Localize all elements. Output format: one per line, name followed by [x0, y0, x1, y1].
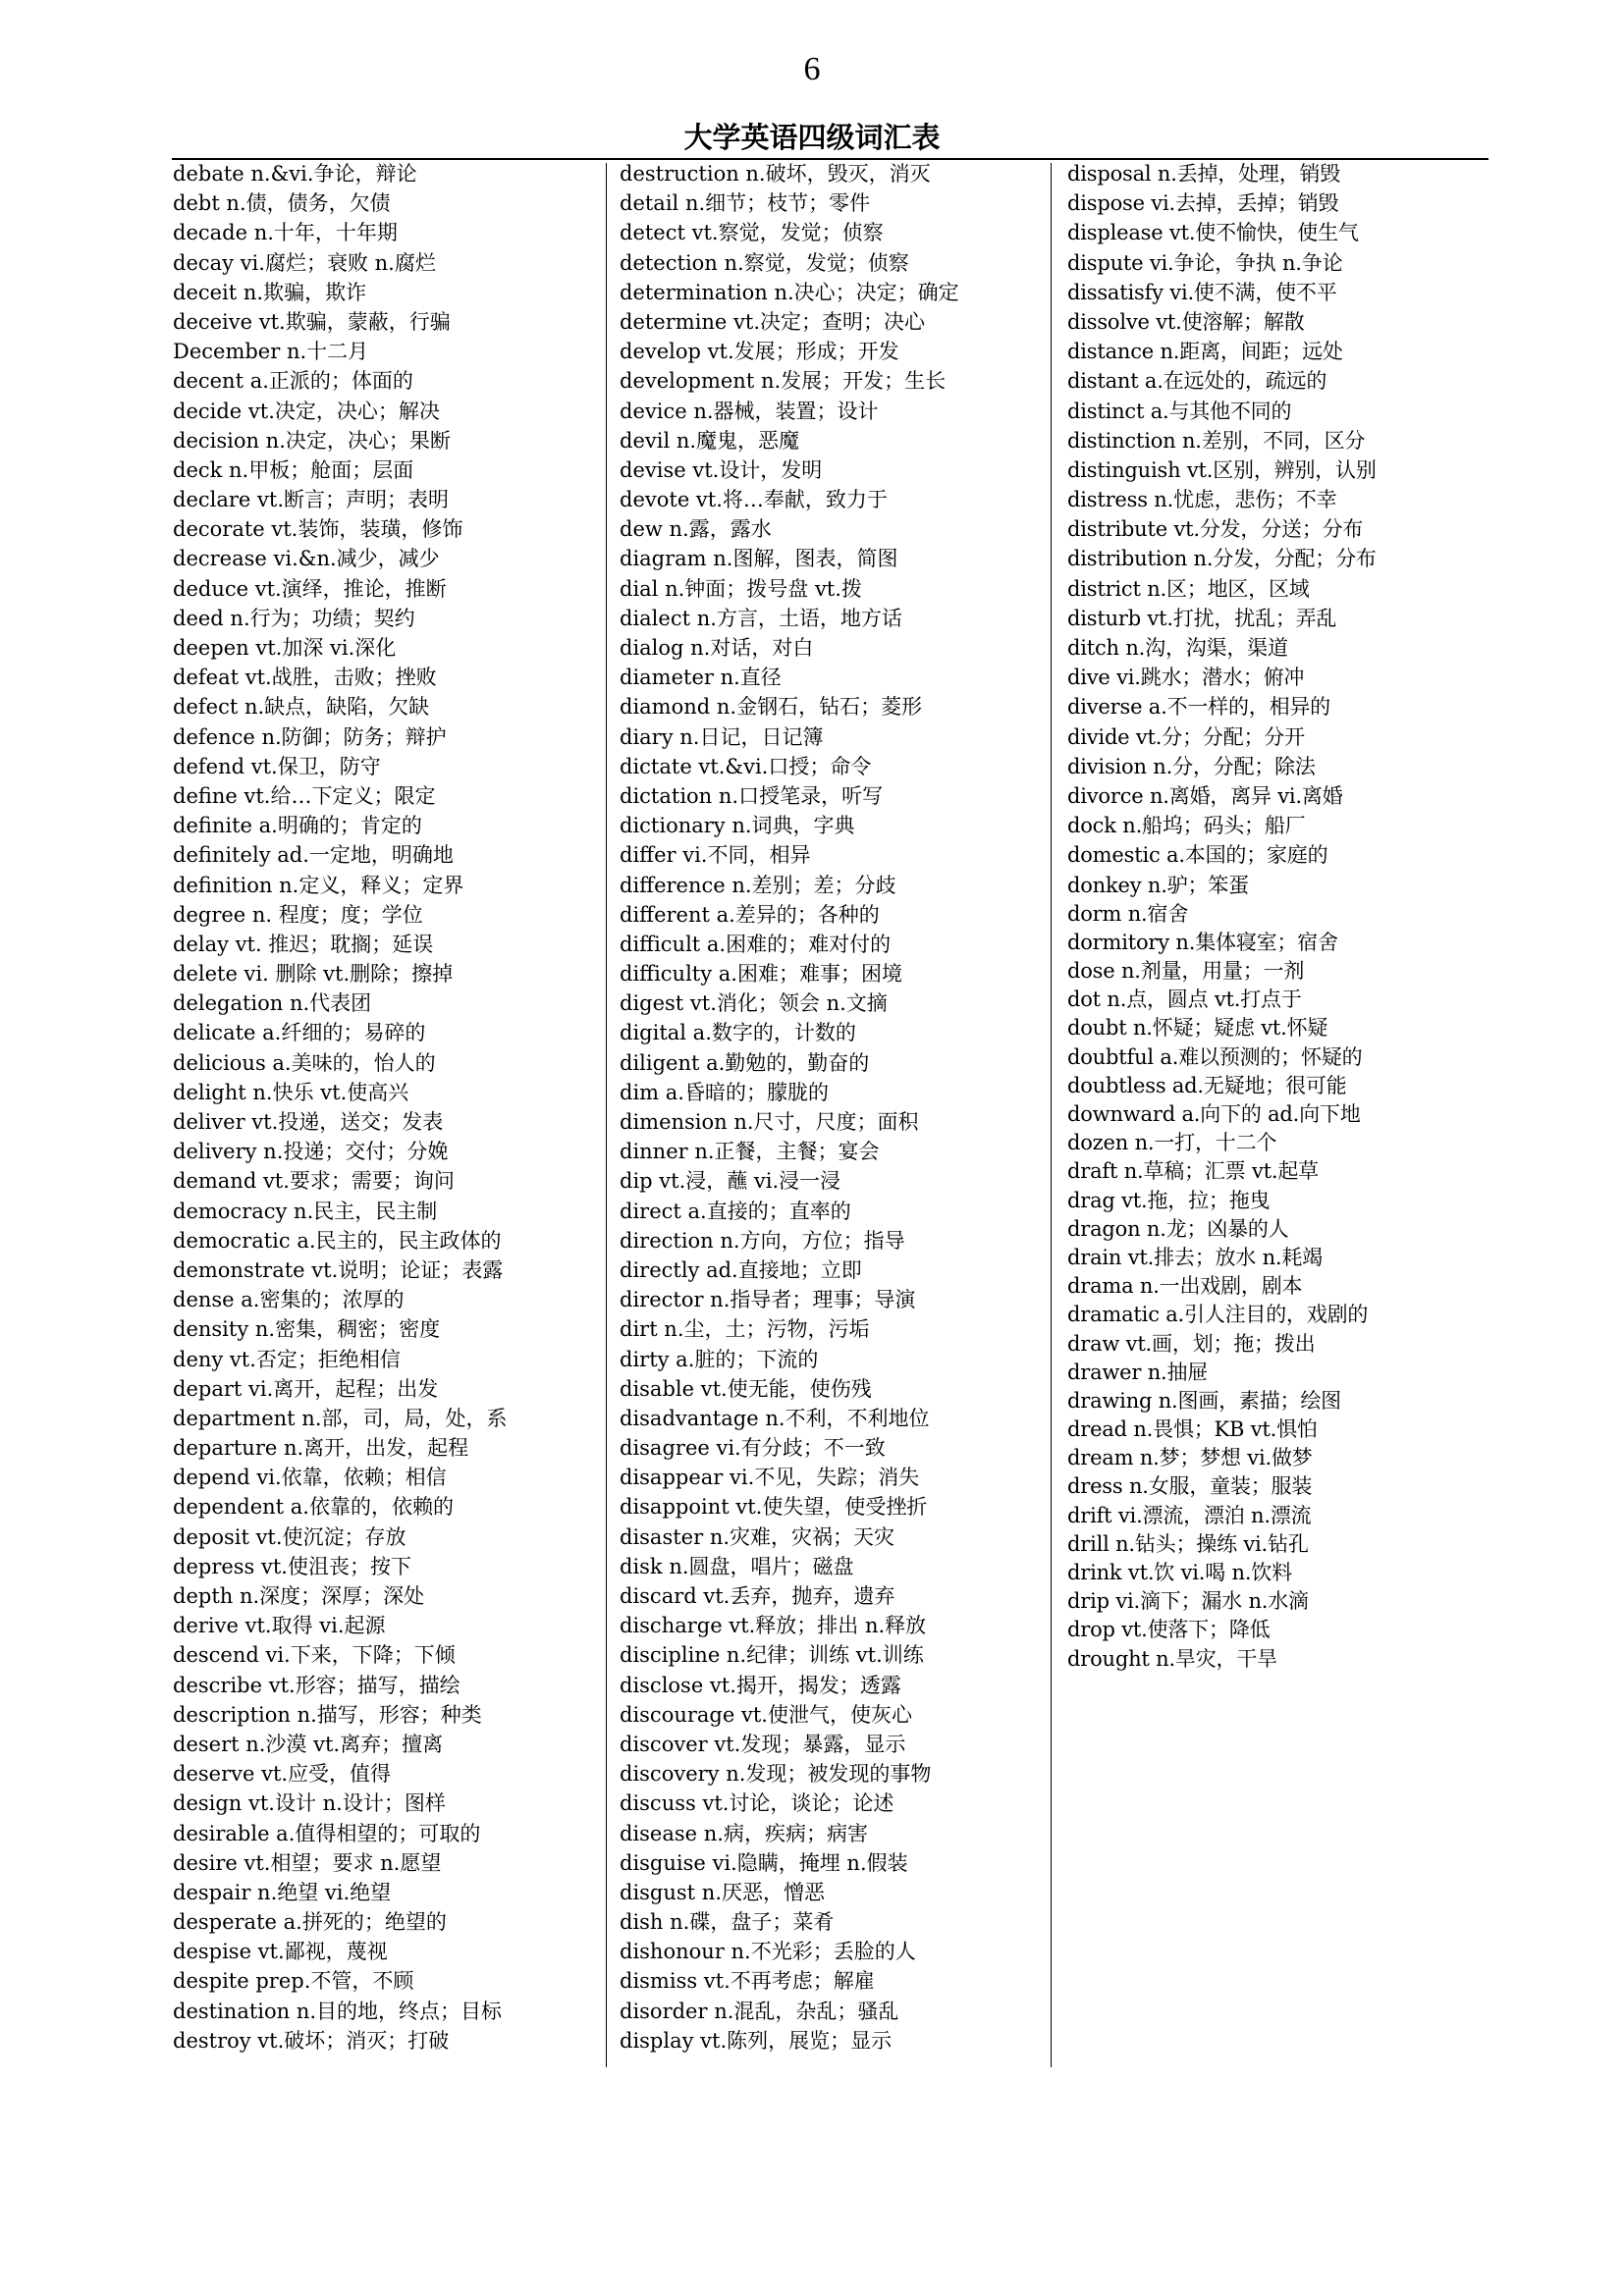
vocab-entry: decade n.十年，十年期: [173, 221, 398, 245]
page-title: 大学英语四级词汇表: [683, 121, 941, 154]
vocab-entry: distribution n.分发，分配；分布: [1067, 547, 1377, 571]
vocab-entry: despise vt.鄙视，蔑视: [173, 1940, 388, 1964]
vocab-entry: distinct a.与其他不同的: [1067, 399, 1292, 423]
vocab-entry: disgust n.厌恶，憎恶: [620, 1880, 825, 1904]
vocab-entry: delight n.快乐 vt.使高兴: [173, 1080, 409, 1104]
vocab-entry: decorate vt.装饰，装璜，修饰: [173, 517, 463, 542]
vocab-entry: diary n.日记，日记簿: [620, 724, 824, 749]
vocab-entry: drought n.旱灾，干旱: [1067, 1646, 1277, 1671]
vocab-entry: dirty a.脏的；下流的: [620, 1347, 819, 1371]
vocabulary-column-3: [1067, 159, 1499, 1674]
vocab-entry: deny vt.否定；拒绝相信: [173, 1347, 401, 1371]
vocab-entry: drama n.一出戏剧，剧本: [1067, 1274, 1303, 1299]
vocab-entry: definition n.定义，释义；定界: [173, 873, 464, 897]
vocab-entry: donkey n.驴；笨蛋: [1067, 873, 1249, 897]
vocab-entry: distribute vt.分发，分送；分布: [1067, 517, 1364, 542]
vocab-entry: deduce vt.演绎，推论，推断: [173, 576, 447, 601]
vocab-entry: detection n.察觉，发觉；侦察: [620, 250, 909, 275]
vocab-entry: deceit n.欺骗，欺诈: [173, 280, 367, 304]
vocab-entry: demand vt.要求；需要；询问: [173, 1169, 455, 1194]
vocab-entry: distant a.在远处的，疏远的: [1067, 369, 1327, 394]
vocab-entry: drag vt.拖，拉；拖曳: [1067, 1188, 1271, 1212]
vocab-entry: deceive vt.欺骗，蒙蔽，行骗: [173, 309, 451, 334]
vocab-entry: disease n.病，疾病；病害: [620, 1821, 868, 1845]
vocab-entry: distinction n.差别，不同，区分: [1067, 428, 1366, 453]
vocab-entry: dock n.船坞；码头；船厂: [1067, 814, 1306, 838]
vocab-entry: dive vi.跳水；潜水；俯冲: [1067, 666, 1305, 690]
vocab-entry: dense a.密集的；浓厚的: [173, 1288, 405, 1312]
vocab-entry: devil n.魔鬼，恶魔: [620, 428, 800, 453]
vocab-entry: displease vt.使不愉快，使生气: [1067, 221, 1359, 245]
vocab-entry: difference n.差别；差；分歧: [620, 873, 896, 897]
vocab-entry: division n.分，分配；除法: [1067, 754, 1316, 778]
vocab-entry: determination n.决心；决定；确定: [620, 280, 959, 304]
vocab-entry: distress n.忧虑，悲伤；不幸: [1067, 488, 1337, 512]
vocab-entry: dress n.女服，童装；服装: [1067, 1474, 1313, 1499]
vocab-entry: disadvantage n.不利，不利地位: [620, 1406, 930, 1430]
vocab-entry: departure n.离开，出发，起程: [173, 1436, 469, 1461]
vocab-entry: disagree vi.有分歧；不一致: [620, 1436, 886, 1461]
vocab-entry: dozen n.一打，十二个: [1067, 1131, 1277, 1155]
vocab-entry: drift vi.漂流，漂泊 n.漂流: [1067, 1503, 1312, 1527]
vocab-entry: devote vt.将…奉献，致力于: [620, 488, 888, 512]
vocab-entry: depart vi.离开，起程；出发: [173, 1376, 439, 1401]
vocab-entry: demonstrate vt.说明；论证；表露: [173, 1257, 504, 1282]
column-divider: [606, 163, 607, 2067]
vocab-entry: delay vt. 推迟；耽搁；延误: [173, 932, 434, 956]
vocab-entry: December n.十二月: [173, 340, 369, 364]
vocab-entry: depth n.深度；深厚；深处: [173, 1584, 425, 1608]
vocabulary-column-2: [620, 159, 1052, 2056]
vocab-entry: democracy n.民主，民主制: [173, 1199, 438, 1223]
vocab-entry: drop vt.使落下；降低: [1067, 1618, 1271, 1642]
vocab-entry: design vt.设计 n.设计；图样: [173, 1791, 446, 1816]
vocab-entry: degree n. 程度；度；学位: [173, 902, 423, 927]
vocab-entry: determine vt.决定；查明；决心: [620, 309, 926, 334]
vocab-entry: development n.发展；开发；生长: [620, 369, 947, 394]
vocab-entry: desperate a.拼死的；绝望的: [173, 1910, 447, 1935]
vocab-entry: dissatisfy vi.使不满，使不平: [1067, 280, 1337, 304]
vocab-entry: develop vt.发展；形成；开发: [620, 340, 899, 364]
vocab-entry: detail n.细节；枝节；零件: [620, 191, 871, 216]
vocab-entry: dialect n.方言，土语，地方话: [620, 606, 902, 630]
vocab-entry: dot n.点，圆点 vt.打点于: [1067, 988, 1302, 1012]
vocab-entry: density n.密集，稠密；密度: [173, 1317, 441, 1342]
vocab-entry: dip vt.浸，蘸 vi.浸一浸: [620, 1169, 841, 1194]
vocab-entry: decent a.正派的；体面的: [173, 369, 413, 394]
vocab-entry: dependent a.依靠的，依赖的: [173, 1495, 454, 1520]
vocab-entry: drip vi.滴下；漏水 n.水滴: [1067, 1589, 1309, 1614]
vocab-entry: dictionary n.词典，字典: [620, 814, 855, 838]
vocab-entry: destruction n.破坏，毁灭，消灭: [620, 162, 931, 186]
vocab-entry: derive vt.取得 vi.起源: [173, 1614, 386, 1638]
vocab-entry: dish n.碟，盘子；菜肴: [620, 1910, 835, 1935]
vocab-entry: dishonour n.不光彩；丢脸的人: [620, 1940, 916, 1964]
vocab-entry: descend vi.下来，下降；下倾: [173, 1643, 456, 1668]
vocab-entry: device n.器械，装置；设计: [620, 399, 879, 423]
vocab-entry: defence n.防御；防务；辩护: [173, 724, 447, 749]
vocab-entry: decrease vi.&n.减少，减少: [173, 547, 440, 571]
vocab-entry: differ vi.不同，相异: [620, 843, 811, 868]
vocab-entry: digital a.数字的，计数的: [620, 1021, 856, 1045]
vocab-entry: defend vt.保卫，防守: [173, 754, 381, 778]
vocab-entry: dimension n.尺寸，尺度；面积: [620, 1110, 919, 1134]
vocab-entry: direct a.直接的；直率的: [620, 1199, 851, 1223]
vocab-entry: dictate vt.&vi.口授；命令: [620, 754, 872, 778]
vocab-entry: drill n.钻头；操练 vi.钻孔: [1067, 1531, 1309, 1556]
vocab-entry: difficult a.困难的；难对付的: [620, 932, 892, 956]
vocab-entry: dissolve vt.使溶解；解散: [1067, 309, 1305, 334]
vocab-entry: dirt n.尘，土；污物，污垢: [620, 1317, 870, 1342]
vocab-entry: dictation n.口授笔录，听写: [620, 783, 884, 808]
vocab-entry: desire vt.相望；要求 n.愿望: [173, 1850, 442, 1875]
vocab-entry: discipline n.纪律；训练 vt.训练: [620, 1643, 924, 1668]
vocab-entry: dinner n.正餐，主餐；宴会: [620, 1140, 880, 1164]
vocab-entry: destination n.目的地，终点；目标: [173, 1999, 503, 2023]
vocab-entry: delivery n.投递；交付；分娩: [173, 1140, 449, 1164]
vocab-entry: disturb vt.打扰，扰乱；弄乱: [1067, 606, 1337, 630]
vocab-entry: despair n.绝望 vi.绝望: [173, 1880, 392, 1904]
vocab-entry: dismiss vt.不再考虑；解雇: [620, 1969, 875, 1994]
vocab-entry: disk n.圆盘，唱片；磁盘: [620, 1554, 854, 1578]
vocab-entry: drawer n.抽屉: [1067, 1360, 1209, 1384]
vocab-entry: define vt.给…下定义；限定: [173, 783, 436, 808]
vocab-entry: distinguish vt.区别，辨别，认别: [1067, 457, 1377, 482]
vocab-entry: district n.区；地区，区域: [1067, 576, 1310, 601]
vocab-entry: diameter n.直径: [620, 666, 782, 690]
vocab-entry: discuss vt.讨论，谈论；论述: [620, 1791, 894, 1816]
vocab-entry: deck n.甲板；舱面；层面: [173, 457, 414, 482]
vocab-entry: doubt n.怀疑；疑虑 vt.怀疑: [1067, 1016, 1328, 1041]
vocab-entry: disorder n.混乱，杂乱；骚乱: [620, 1999, 899, 2023]
vocab-entry: dial n.钟面；拨号盘 vt.拨: [620, 576, 862, 601]
vocab-entry: decision n.决定，决心；果断: [173, 428, 451, 453]
vocab-entry: description n.描写，形容；种类: [173, 1702, 482, 1727]
vocab-entry: drink vt.饮 vi.喝 n.饮料: [1067, 1561, 1292, 1584]
vocab-entry: depress vt.使沮丧；按下: [173, 1554, 411, 1578]
vocab-entry: delicate a.纤细的；易碎的: [173, 1021, 426, 1045]
vocab-entry: discharge vt.释放；排出 n.释放: [620, 1614, 927, 1638]
vocab-entry: distance n.距离，间距；远处: [1067, 340, 1343, 364]
vocab-entry: difficulty a.困难；难事；困境: [620, 962, 902, 987]
vocab-entry: defeat vt.战胜，击败；挫败: [173, 666, 437, 690]
vocab-entry: debt n.债，债务，欠债: [173, 191, 391, 216]
vocab-entry: declare vt.断言；声明；表明: [173, 488, 449, 512]
vocab-entry: dorm n.宿舍: [1067, 901, 1189, 926]
vocab-entry: dream n.梦；梦想 vi.做梦: [1067, 1446, 1313, 1470]
vocab-entry: discovery n.发现；被发现的事物: [620, 1762, 932, 1787]
vocab-entry: dialog n.对话，对白: [620, 636, 814, 660]
vocab-entry: destroy vt.破坏；消灭；打破: [173, 2028, 450, 2053]
vocab-entry: diamond n.金钢石，钻石；菱形: [620, 695, 923, 720]
vocab-entry: deserve vt.应受，值得: [173, 1762, 392, 1787]
vocab-entry: diligent a.勤勉的，勤奋的: [620, 1050, 870, 1075]
vocab-entry: disappoint vt.使失望，使受挫折: [620, 1495, 928, 1520]
vocab-entry: delete vi. 删除 vt.删除；擦掉: [173, 962, 454, 987]
vocab-entry: dispose vi.去掉，丢掉；销毁: [1067, 191, 1339, 216]
vocab-entry: definitely ad.一定地，明确地: [173, 843, 454, 868]
vocab-entry: democratic a.民主的，民主政体的: [173, 1228, 502, 1253]
vocabulary-column-1: [173, 159, 605, 2056]
vocab-entry: department n.部，司，局，处，系: [173, 1406, 508, 1430]
vocab-entry: disaster n.灾难，灾祸；天灾: [620, 1524, 895, 1549]
vocab-entry: deed n.行为；功绩；契约: [173, 606, 415, 630]
vocab-entry: dose n.剂量，用量；一剂: [1067, 959, 1305, 984]
vocab-entry: desirable a.值得相望的；可取的: [173, 1821, 481, 1845]
vocab-entry: deliver vt.投递，送交；发表: [173, 1110, 444, 1134]
vocab-entry: diverse a.不一样的，相异的: [1067, 695, 1330, 720]
vocab-entry: divide vt.分；分配；分开: [1067, 724, 1305, 749]
vocab-entry: delicious a.美味的，怡人的: [173, 1050, 436, 1075]
vocab-entry: different a.差异的；各种的: [620, 902, 880, 927]
vocab-entry: dew n.露，露水: [620, 517, 772, 542]
vocab-entry: debate n.&vi.争论，辩论: [173, 162, 417, 186]
vocab-entry: describe vt.形容；描写，描绘: [173, 1673, 460, 1697]
vocab-entry: defect n.缺点，缺陷，欠缺: [173, 695, 430, 720]
vocab-entry: domestic a.本国的；家庭的: [1067, 843, 1328, 868]
vocab-entry: director n.指导者；理事；导演: [620, 1288, 916, 1312]
vocab-entry: decide vt.决定，决心；解决: [173, 399, 440, 423]
vocab-entry: depend vi.依靠，依赖；相信: [173, 1466, 447, 1490]
vocab-entry: ditch n.沟，沟渠，渠道: [1067, 636, 1288, 660]
vocab-entry: dim a.昏暗的；朦胧的: [620, 1080, 829, 1104]
vocab-entry: doubtful a.难以预测的；怀疑的: [1067, 1044, 1363, 1069]
vocab-entry: drain vt.排去；放水 n.耗竭: [1067, 1245, 1323, 1269]
vocab-entry: delegation n.代表团: [173, 991, 372, 1016]
page-number: 6: [803, 51, 821, 87]
vocab-entry: despite prep.不管，不顾: [173, 1969, 414, 1994]
vocab-entry: dispute vi.争论，争执 n.争论: [1067, 250, 1343, 275]
vocab-entry: doubtless ad.无疑地；很可能: [1067, 1073, 1347, 1097]
vocab-entry: desert n.沙漠 vt.离弃；擅离: [173, 1732, 444, 1756]
vocab-entry: discover vt.发现；暴露，显示: [620, 1732, 906, 1756]
column-divider: [1051, 163, 1052, 2067]
vocab-entry: decay vi.腐烂；衰败 n.腐烂: [173, 250, 436, 275]
vocab-entry: drawing n.图画，素描；绘图: [1067, 1388, 1341, 1413]
vocab-entry: disguise vi.隐瞒，掩埋 n.假装: [620, 1850, 908, 1875]
vocab-entry: disclose vt.揭开，揭发；透露: [620, 1673, 901, 1697]
vocab-entry: dramatic a.引人注目的，戏剧的: [1067, 1303, 1369, 1327]
vocab-entry: definite a.明确的；肯定的: [173, 814, 422, 838]
vocab-entry: downward a.向下的 ad.向下地: [1067, 1102, 1361, 1126]
vocab-entry: divorce n.离婚，离异 vi.离婚: [1067, 783, 1343, 808]
vocab-entry: digest vt.消化；领会 n.文摘: [620, 991, 888, 1016]
vocab-entry: directly ad.直接地；立即: [620, 1257, 862, 1282]
vocab-entry: dormitory n.集体寝室；宿舍: [1067, 930, 1338, 954]
vocab-entry: direction n.方向，方位；指导: [620, 1228, 905, 1253]
vocab-entry: dread n.畏惧；KB vt.惧怕: [1067, 1417, 1318, 1442]
vocab-entry: discard vt.丢弃，抛弃，遗弃: [620, 1584, 895, 1608]
vocab-entry: diagram n.图解，图表，简图: [620, 547, 898, 571]
vocab-entry: disable vt.使无能，使伤残: [620, 1376, 872, 1401]
vocab-entry: draft n.草稿；汇票 vt.起草: [1067, 1159, 1319, 1184]
vocab-entry: discourage vt.使泄气，使灰心: [620, 1702, 912, 1727]
vocab-entry: dragon n.龙；凶暴的人: [1067, 1216, 1289, 1241]
vocab-entry: deposit vt.使沉淀；存放: [173, 1524, 406, 1549]
vocab-entry: disappear vi.不见，失踪；消失: [620, 1466, 920, 1490]
vocab-entry: disposal n.丢掉，处理，销毁: [1067, 162, 1341, 186]
vocab-entry: detect vt.察觉，发觉；侦察: [620, 221, 884, 245]
vocab-entry: deepen vt.加深 vi.深化: [173, 636, 397, 660]
vocab-entry: display vt.陈列，展览；显示: [620, 2028, 893, 2053]
vocab-entry: draw vt.画，划；拖；拨出: [1067, 1331, 1316, 1356]
vocab-entry: devise vt.设计，发明: [620, 457, 823, 482]
